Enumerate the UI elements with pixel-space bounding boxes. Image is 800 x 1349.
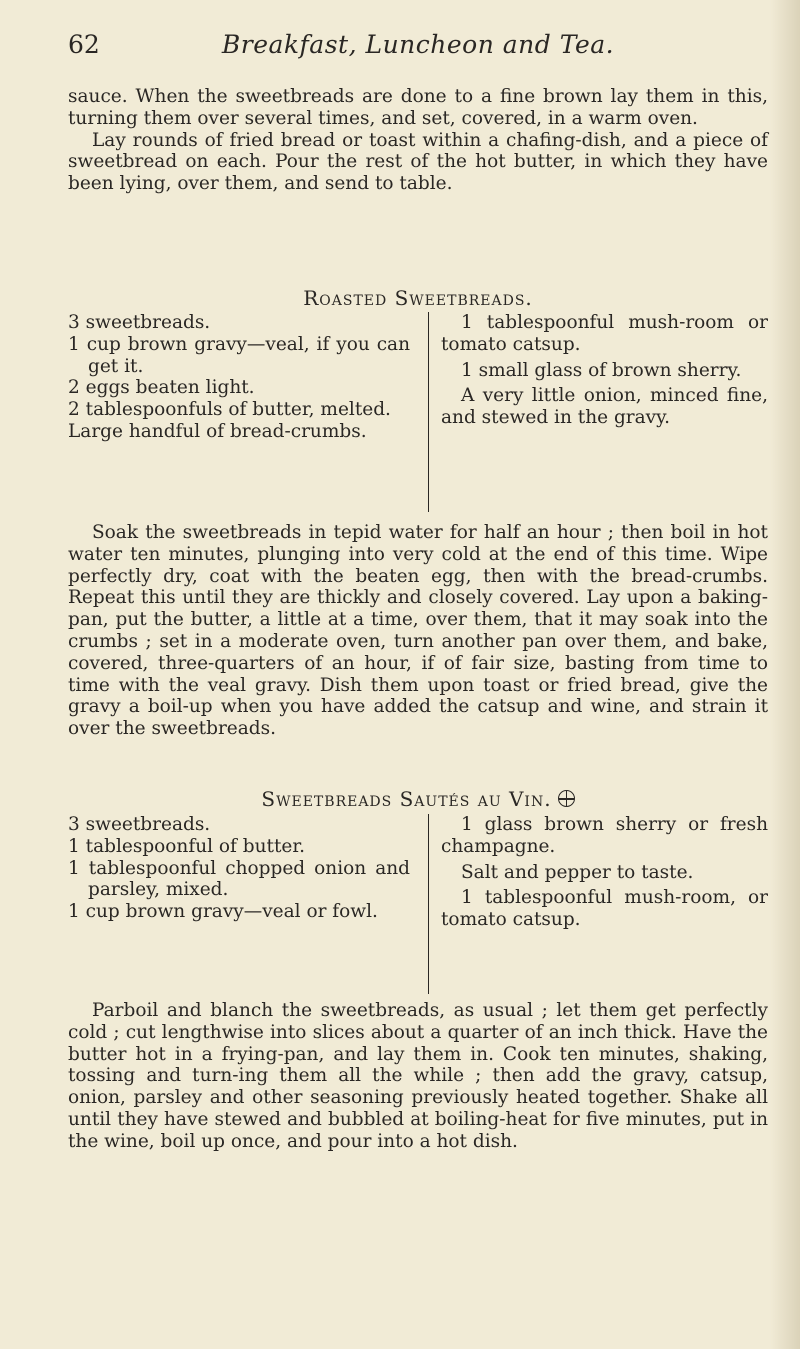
method-paragraph: Soak the sweetbreads in tepid water for half an hour ; then boil in hot water ten minutes, plunging into very cold at the end of this time. Wipe perfectly dry, coat with the beaten egg, then with the bread-crumbs. Repeat this until they are thickly and closely covered. Lay upon a baking-pan, put the butter, a little at a time, over them, that it may soak into the crumbs ; set in a moderate oven, turn another pan over them, and bake, covered, three-quarters of an hour, if of fair size, basting from time to time with the veal gravy. Dish them upon toast or fried bread, give the gravy a boil-up when you have added the catsup and wine, and strain it over the sweetbreads. <box>68 522 768 740</box>
ingredients-right <box>428 814 768 994</box>
ingredient-item: Salt and pepper to taste. <box>461 861 694 883</box>
ingredients-columns <box>68 312 768 512</box>
ingredients-left <box>68 312 410 443</box>
page-number: 62 <box>68 30 100 59</box>
ingredient-item: Large handful of bread-crumbs. <box>68 420 367 442</box>
ingredient-item: 1 tablespoonful mush-room or tomato catsup. <box>441 312 768 355</box>
page-edge-shadow <box>770 0 800 1349</box>
ingredient-item: 3 sweetbreads. <box>68 814 211 835</box>
ingredient-item: 1 small glass of brown sherry. <box>461 359 742 381</box>
intro-text <box>68 86 768 195</box>
ingredients-columns <box>68 814 768 994</box>
recipe-title: Roasted Sweetbreads. <box>303 286 533 310</box>
ingredient-item: 2 tablespoonfuls of butter, melted. <box>68 399 391 421</box>
ingredient-item: A very little onion, minced fine, and stewed in the gravy. <box>441 385 768 429</box>
intro-paragraph: Lay rounds of fried bread or toast within a chafing-dish, and a piece of sweetbread on each. Pour the rest of the hot butter, in which they have been lying, over them, and send to table. <box>68 129 768 195</box>
ingredient-item: 1 cup brown gravy—veal or fowl. <box>68 901 378 923</box>
ingredients-left <box>68 814 410 923</box>
ingredient-item: 3 sweetbreads. <box>68 312 211 333</box>
ingredient-item: 1 glass brown sherry or fresh champagne. <box>441 814 768 857</box>
recipe-title <box>68 787 768 811</box>
cross-circle-icon <box>558 790 575 807</box>
page-header <box>68 24 768 68</box>
recipe-title-text: Sweetbreads Sautés au Vin. <box>261 787 552 811</box>
ingredient-item: 1 tablespoonful chopped onion and parsley, mixed. <box>68 857 410 901</box>
ingredient-item: 2 eggs beaten light. <box>68 377 255 399</box>
ingredient-item: 1 tablespoonful mush-room, or tomato catsup. <box>441 887 768 931</box>
recipe-method <box>68 1000 768 1153</box>
ingredients-right <box>428 312 768 512</box>
ingredient-item: 1 cup brown gravy—veal, if you can get it. <box>68 333 410 377</box>
method-paragraph: Parboil and blanch the sweetbreads, as usual ; let them get perfectly cold ; cut lengthwise into slices about a quarter of an inch thick. Have the butter hot in a frying-pan, and lay them in. Cook ten minutes, shaking, tossing and turn-ing them all the while ; then add the gravy, catsup, onion, parsley and other seasoning previously heated together. Shake all until they have stewed and bubbled at boiling-heat for five minutes, put in the wine, boil up once, and pour into a hot dish. <box>68 1000 768 1152</box>
intro-paragraph: sauce. When the sweetbreads are done to a fine brown lay them in this, turning them over several times, and set, covered, in a warm oven. <box>68 86 768 129</box>
ingredient-item: 1 tablespoonful of butter. <box>68 835 306 857</box>
recipe-method <box>68 522 768 740</box>
running-title: Breakfast, Luncheon and Tea. <box>221 30 615 59</box>
